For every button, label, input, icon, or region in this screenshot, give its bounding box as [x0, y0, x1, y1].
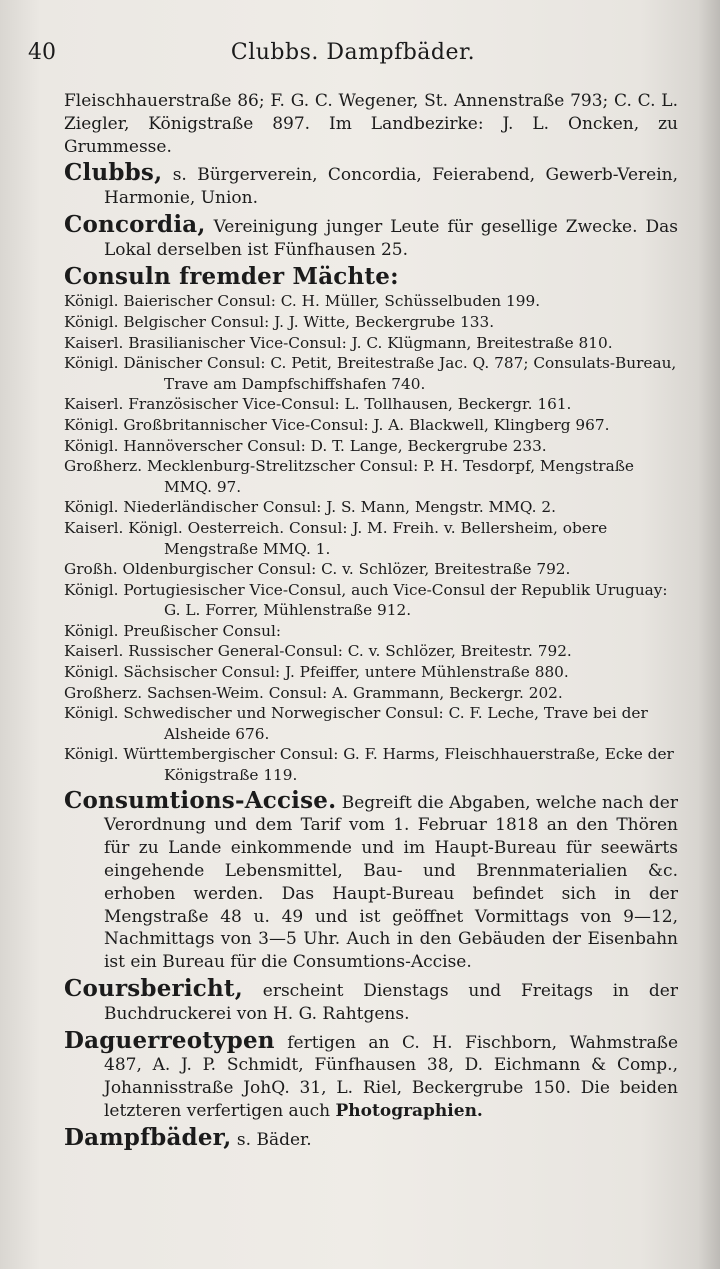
entry-clubbs [64, 159, 679, 210]
consul-item: Königl. Belgischer Consul: J. J. Witte, Beckergrube 133. [64, 312, 495, 331]
consul-item: Großherz. Mecklenburg-Strelitzscher Consul: P. H. Tesdorpf, Mengstraße MMQ. 97. [64, 457, 634, 496]
entry-daguerreotypen-text: fertigen an C. H. Fischborn, Wahmstraße 487, A. J. P. Schmidt, Fünfhausen 38, D. Eichmann & Comp., Johannisstraße JohQ. 31, L. Riel, Beckergrube 150. Die beiden letzteren verfertigen auch [104, 1032, 679, 1121]
consul-list [64, 291, 678, 785]
consul-item: Kaiserl. Königl. Oesterreich. Consul: J. M. Freih. v. Bellersheim, obere Mengstraße MMQ. 1. [64, 518, 608, 558]
entry-dampfbaeder-text: s. Bäder. [236, 1129, 312, 1150]
headword-dampfbaeder: Dampfbäder, [64, 1123, 232, 1151]
headword-concordia: Concordia, [64, 210, 206, 238]
entry-daguerreotypen [64, 1026, 679, 1123]
consul-item: Kaiserl. Französischer Vice-Consul: L. Tollhausen, Beckergr. 161. [64, 395, 572, 414]
consul-item: Königl. Schwedischer und Norwegischer Consul: C. F. Leche, Trave bei der Alsheide 676. [64, 704, 648, 743]
consul-item: Königl. Großbritannischer Vice-Consul: J. A. Blackwell, Klingberg 967. [64, 415, 610, 434]
consul-item: Großherz. Sachsen-Weim. Consul: A. Grammann, Beckergr. 202. [64, 683, 563, 702]
photographien-emphasis: Photographien. [335, 1100, 483, 1121]
headword-coursbericht: Coursbericht, [64, 975, 243, 1002]
consul-item: Königl. Niederländischer Consul: J. S. Mann, Mengstr. MMQ. 2. [64, 498, 556, 517]
consul-item: Königl. Württembergischer Consul: G. F. Harms, Fleischhauerstraße, Ecke der Königstraße 119. [64, 745, 674, 785]
consul-item: Königl. Portugiesischer Vice-Consul, auch Vice-Consul der Republik Uruguay: G. L. Forrer, Mühlenstraße 912. [64, 580, 668, 620]
headword-clubbs: Clubbs, [64, 159, 163, 187]
running-title: Clubbs. Dampfbäder. [230, 40, 476, 65]
consul-item: Kaiserl. Brasilianischer Vice-Consul: J. C. Klügmann, Breitestraße 810. [64, 333, 613, 352]
entry-dampfbaeder [64, 1123, 678, 1152]
entry-coursbericht-text: erscheint Dienstags und Freitags in der Buchdruckerei von H. G. Rahtgens. [104, 981, 678, 1024]
page-header [28, 40, 678, 70]
entry-concordia [64, 210, 678, 262]
headword-consumtions-accise: Consumtions-Accise. [64, 786, 337, 814]
headword-consuln: Consuln fremder Mächte: [64, 262, 399, 290]
consul-item: Königl. Sächsischer Consul: J. Pfeiffer, untere Mühlenstraße 880. [64, 663, 569, 682]
page-number: 40 [28, 40, 56, 65]
entry-clubbs-text: s. Bürgerverein, Concordia, Feierabend, Gewerb-Verein, Harmonie, Union. [104, 165, 679, 209]
entry-consumtions-accise [64, 786, 678, 974]
entry-concordia-text: Vereinigung junger Leute für gesellige Zwecke. Das Lokal derselben ist Fünfhausen 25. [104, 216, 678, 260]
entry-coursbericht [64, 975, 678, 1026]
entry-consuln [64, 262, 678, 291]
page-content [64, 90, 678, 1152]
entry-consumtions-accise-text: Begreift die Abgaben, welche nach der Verordnung und dem Tarif vom 1. Februar 1818 an den Thören für zu Lande einkommende und im Haupt-Bureau für seewärts eingehende Lebensmittel, Bau- und Brennmaterialien &c. erhoben werden. Das Haupt-Bureau befindet sich in der Mengstraße 48 u. 49 und ist geöffnet Vormittags von 9—12, Nachmittags von 3—5 Uhr. Auch in den Gebäuden der Eisenbahn ist ein Bureau für die Consumtions-Accise. [104, 792, 678, 973]
consul-item: Königl. Dänischer Consul: C. Petit, Breitestraße Jac. Q. 787; Consulats-Bureau, Trave am Dampfschiffshafen 740. [64, 354, 677, 393]
consul-item: Königl. Hannöverscher Consul: D. T. Lange, Beckergrube 233. [64, 436, 547, 455]
page-edge-shadow [698, 0, 720, 1269]
consul-item: Königl. Baierischer Consul: C. H. Müller, Schüsselbuden 199. [64, 292, 541, 311]
continuation-text: Fleischhauerstraße 86; F. G. C. Wegener, St. Annenstraße 793; C. C. L. Ziegler, Königstraße 897. Im Landbezirke: J. L. Oncken, zu Grummesse. [64, 91, 678, 157]
consul-item: Königl. Preußischer Consul: [64, 621, 282, 640]
consul-item: Kaiserl. Russischer General-Consul: C. v. Schlözer, Breitestr. 792. [64, 642, 572, 661]
headword-daguerreotypen: Daguerreotypen [64, 1026, 275, 1054]
consul-item: Großh. Oldenburgischer Consul: C. v. Schlözer, Breitestraße 792. [64, 560, 571, 579]
